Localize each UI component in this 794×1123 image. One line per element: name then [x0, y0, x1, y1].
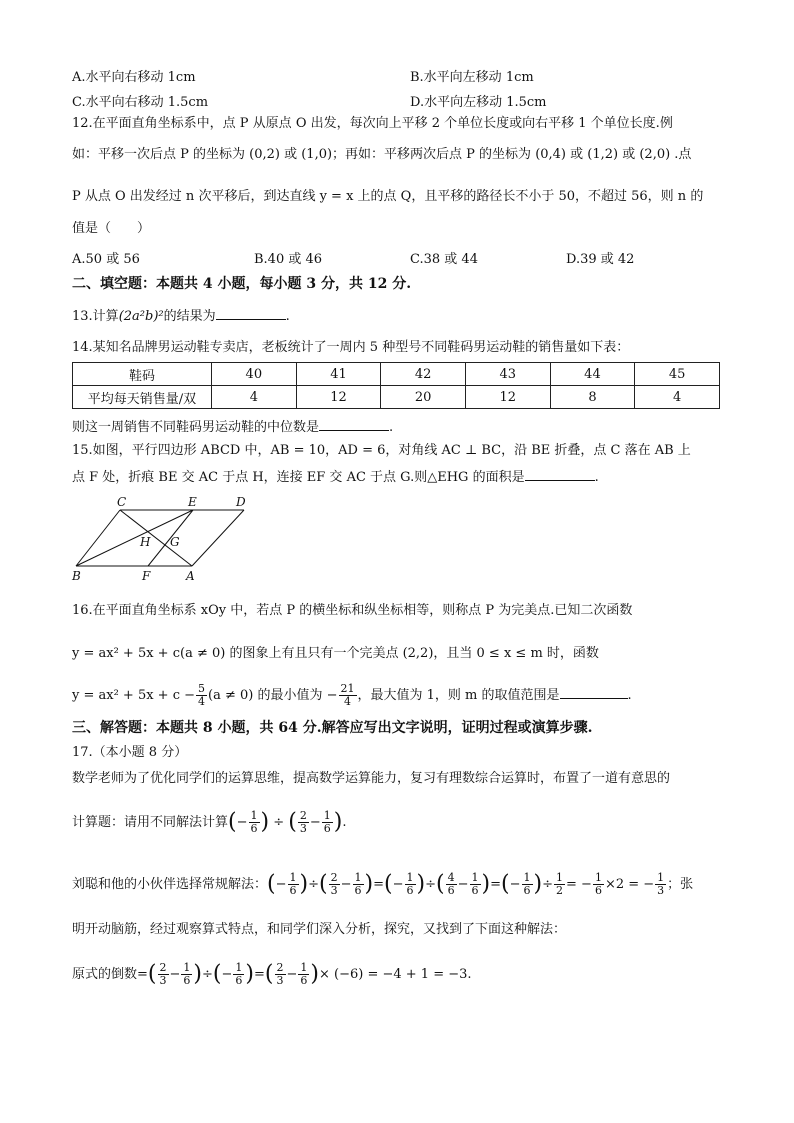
q11-option-d: D.水平向左移动 1.5cm [410, 95, 547, 110]
size-cell: 44 [550, 363, 635, 386]
sales-cell: 4 [212, 386, 297, 409]
sales-cell: 12 [296, 386, 381, 409]
q14-answer-blank[interactable] [319, 418, 389, 431]
row-header-size: 鞋码 [73, 363, 212, 386]
section3-heading: 三、解答题：本题共 8 小题，共 64 分.解答应写出文字说明，证明过程或演算步骤. [72, 720, 593, 736]
q13-answer-blank[interactable] [216, 307, 286, 320]
q11-option-c: C.水平向右移动 1.5cm [72, 95, 209, 110]
sales-cell: 12 [465, 386, 550, 409]
q17-reciprocal-solution: 原式的倒数=( $\frac{2}{3}$ − $\frac{1}{6}$ )÷(− $\frac{1}{6}$ )=( $\frac{2}{3}$ − $\frac{1}{6}$ )× (−6) = −4 + 1 = −3. [72, 961, 472, 987]
q17-liu-solution: 刘聪和他的小伙伴选择常规解法：(− $\frac{1}{6}$ )÷( $\frac{2}{3}$ − $\frac{1}{6}$ )=(− $\frac{1}{6}$ )÷( $\frac{4}{6}$ − $\frac{1}{6}$ )=(− $\frac{1}{6}$ )÷ $\frac{1}{2}$ = − $\frac{1}{6}$ ×2 = − $\frac{1}{3}$ ；张 [72, 871, 694, 897]
label-f: F [142, 569, 151, 583]
label-d: D [236, 495, 246, 509]
q15-answer-blank[interactable] [525, 468, 595, 481]
size-cell: 45 [635, 363, 720, 386]
q11-option-b: B.水平向左移动 1cm [410, 70, 534, 85]
q12-option-d: D.39 或 42 [566, 252, 635, 267]
size-cell: 41 [296, 363, 381, 386]
q17-para3: 明开动脑筋，经过观察算式特点，和同学们深入分析，探究，又找到了下面这种解法： [72, 922, 567, 937]
q12-line3: P 从点 O 出发经过 n 次平移后，到达直线 y = x 上的点 Q，且平移的路径长不小于 50，不超过 56，则 n 的 [72, 189, 704, 204]
shoe-sales-table [72, 362, 720, 409]
q16-expr-b: (a ≠ 0) 的最小值为 − [208, 688, 338, 703]
q15-line2-text: 点 F 处，折痕 BE 交 AC 于点 H，连接 EF 交 AC 于点 G.则△EHG 的面积是 [72, 470, 525, 485]
frac-den: 4 [344, 695, 352, 708]
frac-num: 21 [340, 682, 355, 695]
q12-option-a: A.50 或 56 [72, 252, 140, 267]
q15-line2: 点 F 处，折痕 BE 交 AC 于点 H，连接 EF 交 AC 于点 G.则△EHG 的面积是 . [72, 470, 599, 485]
q12-line1: 12.在平面直角坐标系中，点 P 从原点 O 出发，每次向上平移 2 个单位长度或向右平移 1 个单位长度.例 [72, 116, 673, 131]
q14-question-text: 则这一周销售不同鞋码男运动鞋的中位数是 [72, 420, 320, 435]
q17-recip-result: × (−6) = −4 + 1 = −3. [319, 967, 472, 982]
label-a: A [186, 569, 195, 583]
label-g: G [170, 535, 180, 549]
label-h: H [140, 535, 151, 549]
q17-label: 17.（本小题 8 分） [72, 745, 188, 760]
label-e: E [188, 495, 197, 509]
section2-heading: 二、填空题：本题共 4 小题，每小题 3 分，共 12 分. [72, 276, 412, 292]
q12-option-c: C.38 或 44 [410, 252, 478, 267]
q16-line2: y = ax² + 5x + c(a ≠ 0) 的图象上有且只有一个完美点 (2,2)，且当 0 ≤ x ≤ m 时，函数 [72, 646, 599, 661]
sales-cell: 8 [550, 386, 635, 409]
size-cell: 43 [465, 363, 550, 386]
size-cell: 42 [381, 363, 466, 386]
table-row [73, 386, 720, 409]
q16-answer-blank[interactable] [560, 686, 628, 699]
q17-para1: 数学老师为了优化同学们的运算思维，提高数学运算能力，复习有理数综合运算时，布置了一道有意思的 [72, 771, 671, 786]
q16-frac-21-4 [339, 683, 357, 708]
parallelogram-figure [64, 494, 254, 586]
label-b: B [72, 569, 81, 583]
q13: 13.计算(2a²b)²的结果为 . [72, 309, 290, 324]
q13-prefix: 13.计算 [72, 309, 119, 324]
q15-line1: 15.如图，平行四边形 ABCD 中，AB = 10，AD = 6，对角线 AC ⊥ BC，沿 BE 折叠，点 C 落在 AB 上 [72, 443, 691, 458]
q12-line2: 如：平移一次后点 P 的坐标为 (0,2) 或 (1,0)；再如：平移两次后点 P 的坐标为 (0,4) 或 (1,2) 或 (2,0) .点 [72, 147, 692, 162]
q12-line4: 值是（ ） [72, 221, 151, 236]
sales-cell: 20 [381, 386, 466, 409]
q12-option-b: B.40 或 46 [254, 252, 323, 267]
q17-liu-text: 刘聪和他的小伙伴选择常规解法： [72, 877, 268, 892]
label-c: C [117, 495, 127, 509]
q16-expr-a: y = ax² + 5x + c − [72, 688, 196, 703]
q14-question: 则这一周销售不同鞋码男运动鞋的中位数是 . [72, 420, 394, 435]
table-row [73, 363, 720, 386]
frac-num: 5 [198, 682, 206, 695]
sales-cell: 4 [635, 386, 720, 409]
q13-suffix: 的结果为 [163, 309, 216, 324]
size-cell: 40 [212, 363, 297, 386]
q16-line3: y = ax² + 5x + c − $\frac{5}{4}$ (a ≠ 0) 的最小值为 − $\frac{21}{4}$ ，最大值为 1，则 m 的取值范围是 . [72, 682, 632, 708]
q14-text: 14.某知名品牌男运动鞋专卖店，老板统计了一周内 5 种型号不同鞋码男运动鞋的销售量如下表： [72, 340, 630, 355]
frac-den: 4 [198, 695, 206, 708]
q16-frac-5-4 [196, 683, 207, 708]
q11-option-a: A.水平向右移动 1cm [72, 70, 196, 85]
q16-expr-c: ，最大值为 1，则 m 的取值范围是 [357, 688, 560, 703]
q17-para2-text: 计算题：请用不同解法计算 [72, 815, 229, 830]
q17-recip-text: 原式的倒数= [72, 967, 148, 982]
q17-para2: 计算题：请用不同解法计算(− $\frac{1}{6}$ ) ÷ ( $\frac{2}{3}$ − $\frac{1}{6}$ ). [72, 809, 347, 835]
q16-line1: 16.在平面直角坐标系 xOy 中，若点 P 的横坐标和纵坐标相等，则称点 P 为完美点.已知二次函数 [72, 603, 633, 618]
q13-expr: (2a²b)² [118, 309, 164, 324]
row-header-sales: 平均每天销售量/双 [73, 386, 212, 409]
q17-liu-suffix: ；张 [667, 877, 694, 892]
